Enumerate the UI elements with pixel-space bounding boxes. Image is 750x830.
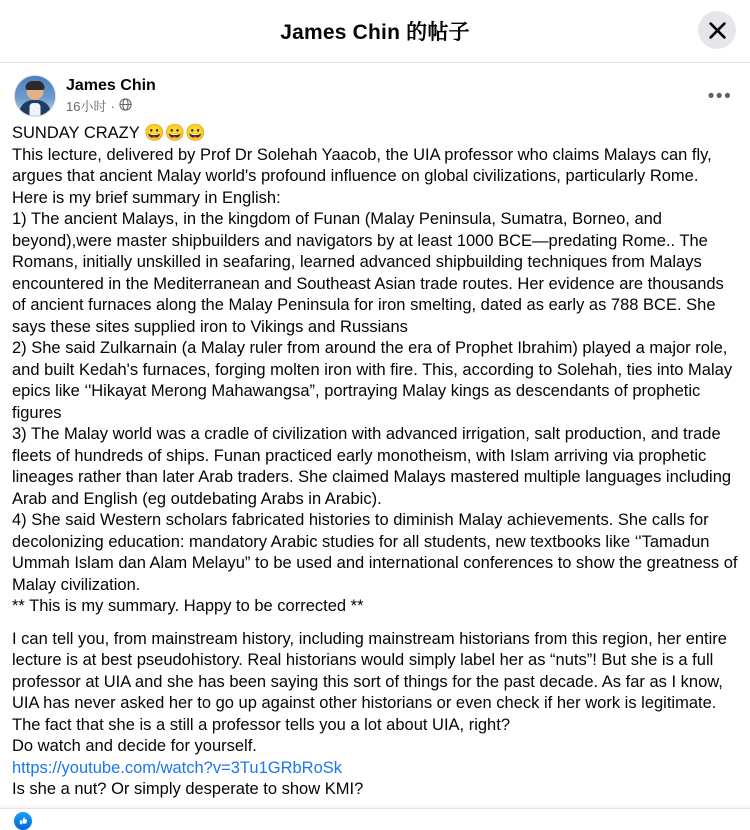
author-block	[66, 75, 156, 115]
post-paragraph: This lecture, delivered by Prof Dr Solehah Yaacob, the UIA professor who claims Malays can fly, argues that ancient Malay world's profound influence on global civilizations, particularly Rome.	[12, 145, 712, 185]
post-timestamp[interactable]: 16小时	[66, 98, 107, 114]
avatar[interactable]	[14, 75, 56, 117]
post-paragraph: 3) The Malay world was a cradle of civilization with advanced irrigation, salt production, and trade fleets of hundreds of ships. Funan practiced early monotheism, with Islam arriving via prophetic lineages rather than later Arab traders. She claimed Malays mastered multiple languages including Arab and English (eg outdebating Arabs in Arabic).	[12, 425, 732, 508]
page-title: James Chin 的帖子	[280, 21, 470, 44]
post-footer	[0, 808, 750, 829]
post-paragraph: 4) She said Western scholars fabricated histories to diminish Malay achievements. She calls for decolonizing education: mandatory Arabic studies for all students, new textbooks like ‘'Tamadun Ummah Islam dan Alam Melayu” to be used and international conferences to show the greatness of Malay civilization.	[12, 511, 738, 594]
post-paragraph: Do watch and decide for yourself.	[12, 737, 257, 755]
post-paragraph: 2) She said Zulkarnain (a Malay ruler from around the era of Prophet Ibrahim) played a major role, and built Kedah's furnaces, forging molten iron with fire. This, according to Solehah, ties into Malay epics like ‘'Hikayat Merong Mahawangsa”, portraying Malay kings as descendants of prophetic figures	[12, 339, 733, 422]
post-header	[0, 63, 750, 121]
post-closing-line: Is she a nut? Or simply desperate to show KMI?	[12, 780, 364, 798]
paragraph-spacer	[12, 618, 738, 629]
close-button[interactable]	[698, 11, 736, 49]
author-name[interactable]: James Chin	[66, 77, 156, 94]
post-paragraph: ** This is my summary. Happy to be corrected **	[12, 597, 364, 615]
post-options-button[interactable]: •••	[704, 81, 736, 113]
post-paragraph: 1) The ancient Malays, in the kingdom of Funan (Malay Peninsula, Sumatra, Borneo, and beyond),were master shipbuilders and navigators by at least 1000 BCE—predating Rome.. The Romans, initially unskilled in seafaring, learned advanced shipbuilding techniques from Malays encountered in the Mediterranean and Southeast Asian trade routes. Her evidence are thousands of ancient furnaces along the Malay Peninsula for iron smelting, dated as early as 788 BCE. She says these sites supplied iron to Vikings and Russians	[12, 210, 724, 336]
post-paragraph: SUNDAY CRAZY 😀😀😀	[12, 124, 206, 142]
post-paragraph: Here is my brief summary in English:	[12, 188, 281, 207]
post-content	[0, 121, 750, 801]
youtube-link[interactable]: https://youtube.com/watch?v=3Tu1GRbRoSk	[12, 758, 343, 777]
post-link-line	[12, 758, 738, 780]
like-icon[interactable]	[14, 812, 32, 830]
post-paragraph: I can tell you, from mainstream history, including mainstream historians from this region, her entire lecture is at best pseudohistory. Real historians would simply label her as “nuts”! But she is a full professor at UIA and she has been saying this sort of things for the past decade. As far as I know, UIA has never asked her to go up against other historians or even check if her work is legitimate. The fact that she is a still a professor tells you a lot about UIA, right?	[12, 629, 727, 734]
close-icon	[709, 22, 726, 39]
avatar-hair	[26, 81, 45, 90]
globe-icon[interactable]	[119, 98, 132, 115]
avatar-shirt	[30, 103, 41, 116]
post-meta	[66, 98, 156, 115]
dialog-header	[0, 0, 750, 63]
meta-separator: ·	[110, 98, 115, 114]
